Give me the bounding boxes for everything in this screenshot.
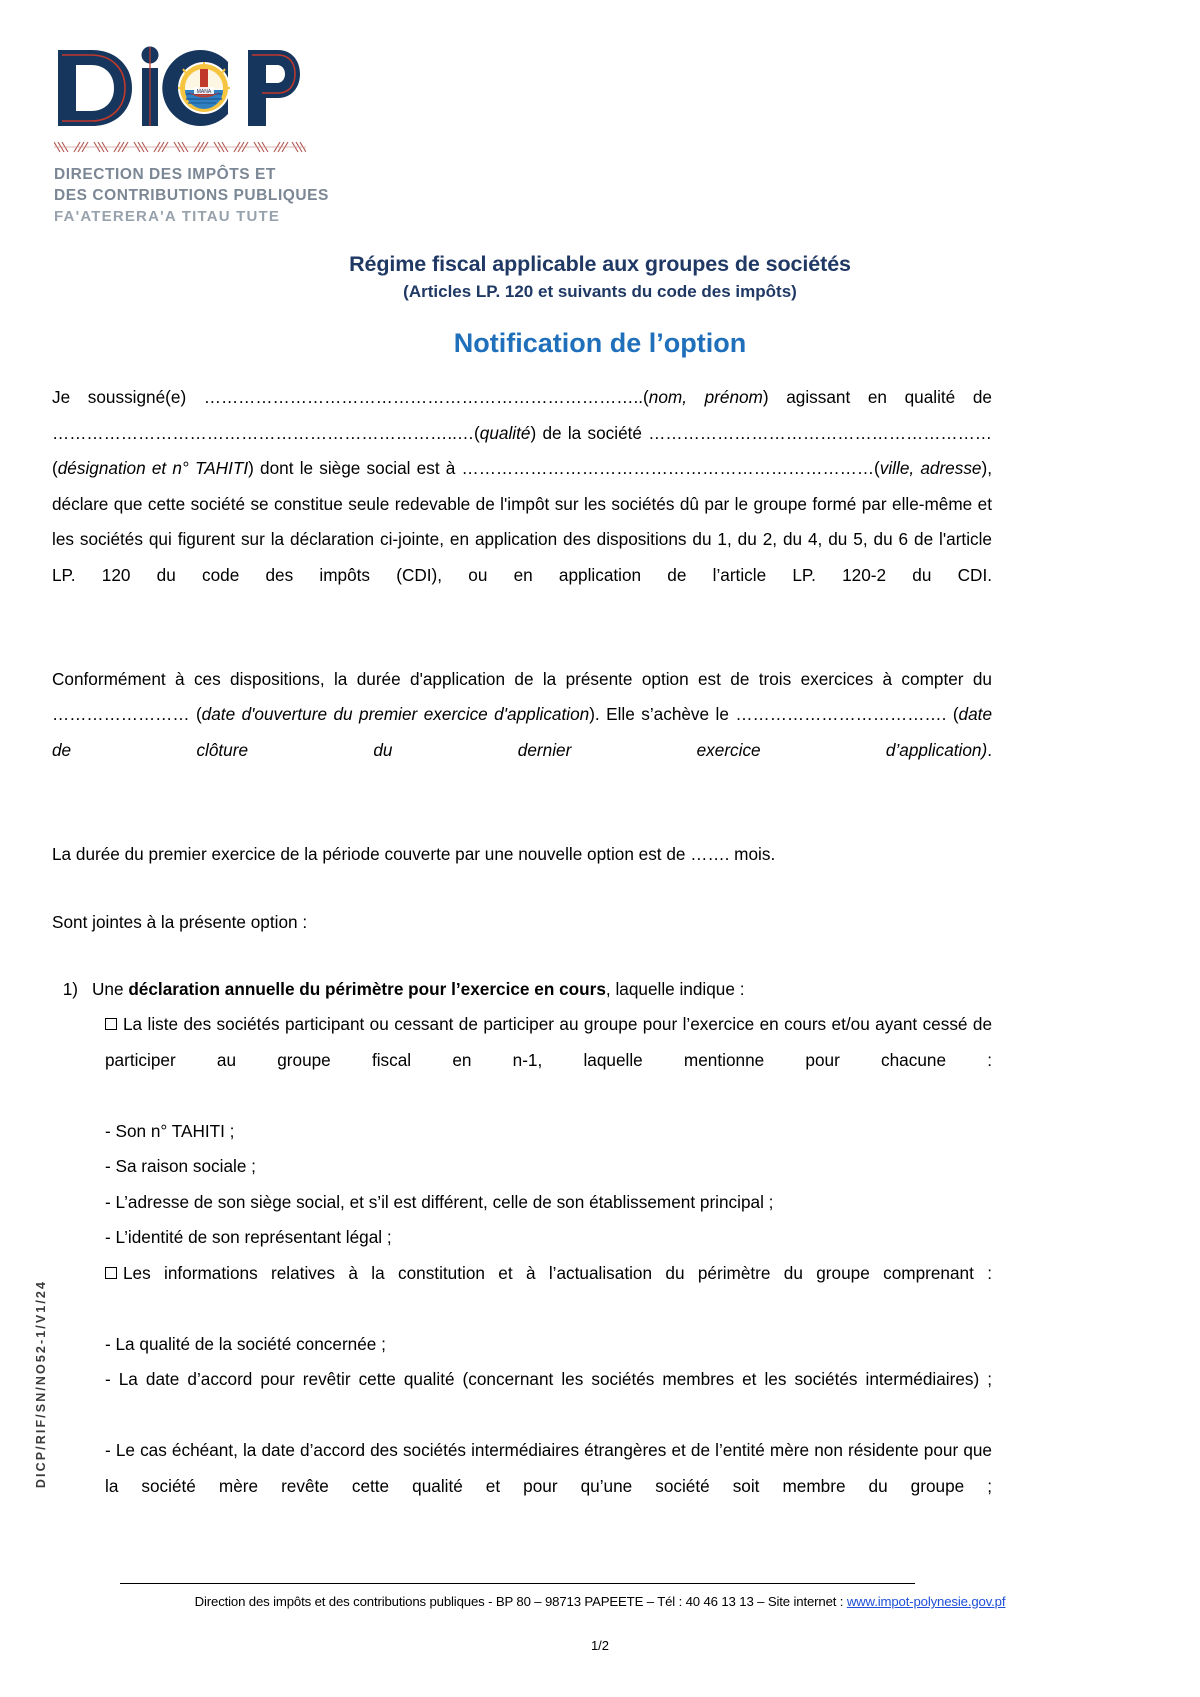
dicp-logo-icon [52, 42, 300, 134]
footer-website-link[interactable]: www.impot-polynesie.gov.pf [846, 1594, 1006, 1609]
decl-text-c: ) de la société …………………………………………………… ( [52, 422, 992, 478]
heading-lead: Une [92, 978, 129, 999]
svg-text:MANA: MANA [196, 89, 212, 95]
attachments-list [52, 972, 992, 1540]
title-block [0, 252, 1200, 359]
duration-text-c: . [987, 739, 992, 760]
dash-line: - La qualité de la société concernée ; [105, 1333, 386, 1354]
decl-hint-nom-prenom: nom, prénom [648, 387, 763, 407]
page-subtitle: (Articles LP. 120 et suivants du code des impôts) [403, 282, 797, 301]
org-line-2: DES CONTRIBUTIONS PUBLIQUES [54, 187, 329, 204]
decl-text-d: ) dont le siège social est à ………………………………………………………………( [248, 458, 880, 478]
duration-hint-date-cloture: date de clôture du dernier exercice d’application) [52, 704, 992, 760]
checkbox-icon[interactable] [105, 1267, 117, 1279]
letterhead [52, 42, 352, 227]
decl-text-a: Je soussigné(e) …………………………………………………………………..( [52, 387, 649, 407]
checkbox-line[interactable] [105, 1256, 992, 1327]
checkbox-icon[interactable] [105, 1018, 117, 1030]
duration-text-a: Conformément à ces dispositions, la durée d'application de la présente option est de trois exercices à compter du …………………… ( [52, 668, 992, 724]
dash-line: - Sa raison sociale ; [105, 1156, 256, 1176]
dash-line: - L’adresse de son siège social, et s’il est différent, celle de son établissement principal ; [105, 1191, 774, 1212]
list-item-number: 1) [62, 978, 78, 999]
decl-text-e: ), déclare que cette société se constitue seule redevable de l'impôt sur les sociétés dû par le groupe formé par elle-même et les sociétés qui figurent sur la déclaration ci-jointe, en application des dispositions du 1, du 2, du 4, du 5, du 6 de l'article LP. 120 du code des impôts (CDI), ou en application de l’article LP. 120-2 du CDI. [52, 458, 992, 585]
dash-line: - La date d’accord pour revêtir cette qualité (concernant les sociétés membres et les sociétés intermédiaires) ; [105, 1369, 992, 1389]
page-number: 1/2 [590, 1638, 610, 1653]
decl-hint-designation-tahiti: désignation et n° TAHITI [57, 458, 249, 478]
heading-bold: déclaration annuelle du périmètre pour l’exercice en cours [128, 978, 606, 999]
document-reference-code: DICP/RIF/SN/NO52-1/V1/24 [34, 1280, 48, 1489]
organisation-name [54, 164, 352, 227]
secondary-title: Notification de l’option [453, 328, 747, 358]
dash-line: - L’identité de son représentant légal ; [105, 1227, 392, 1247]
checkbox-label: La liste des sociétés participant ou cessant de participer au groupe pour l’exercice en cours et/ou ayant cessé de participer au groupe fiscal en n-1, laquelle mentionne pour chacune : [105, 1014, 992, 1070]
paragraph-first-exercise: La durée du premier exercice de la période couverte par une nouvelle option est de ……. mois. [52, 843, 776, 864]
list-item-body [92, 972, 992, 1540]
checkbox-label: Les informations relatives à la constitution et à l’actualisation du périmètre du groupe comprenant : [123, 1262, 992, 1283]
org-line-3: FA'ATERERA'A TITAU TUTE [54, 208, 281, 225]
list-item-heading [92, 972, 992, 1008]
footer [0, 1594, 1200, 1609]
duration-hint-date-ouverture: date d'ouverture du premier exercice d'application [201, 704, 590, 724]
checkbox-line[interactable] [105, 1007, 992, 1114]
document-body [52, 380, 992, 1540]
tapa-pattern-divider [54, 140, 306, 154]
footer-text: Direction des impôts et des contributions publiques - BP 80 – 98713 PAPEETE – Tél : 40 46 13 13 – Site internet : [194, 1594, 847, 1609]
decl-hint-qualite: qualité [479, 422, 531, 443]
paragraph-declaration [52, 380, 992, 629]
paragraph-attachments-intro: Sont jointes à la présente option : [52, 912, 308, 932]
paragraph-duration [52, 662, 992, 804]
dash-line: - Le cas échéant, la date d’accord des sociétés intermédiaires étrangères et de l’entité mère non résidente pour que la société mère revête cette qualité et pour qu’une société soit membre du groupe ; [105, 1440, 992, 1496]
list-item [52, 972, 992, 1540]
page-title: Régime fiscal applicable aux groupes de sociétés [349, 252, 851, 276]
heading-tail: , laquelle indique : [605, 978, 745, 999]
org-line-1: DIRECTION DES IMPÔTS ET [54, 166, 276, 183]
dash-line: - Son n° TAHITI ; [105, 1120, 235, 1141]
duration-text-b: ). Elle s’achève le ………………………………. ( [589, 704, 959, 724]
decl-hint-ville-adresse: ville, adresse [879, 458, 982, 478]
footer-divider [120, 1583, 915, 1584]
decl-text-b: ) agissant en qualité de ……………………………………………………………..…( [52, 387, 992, 443]
